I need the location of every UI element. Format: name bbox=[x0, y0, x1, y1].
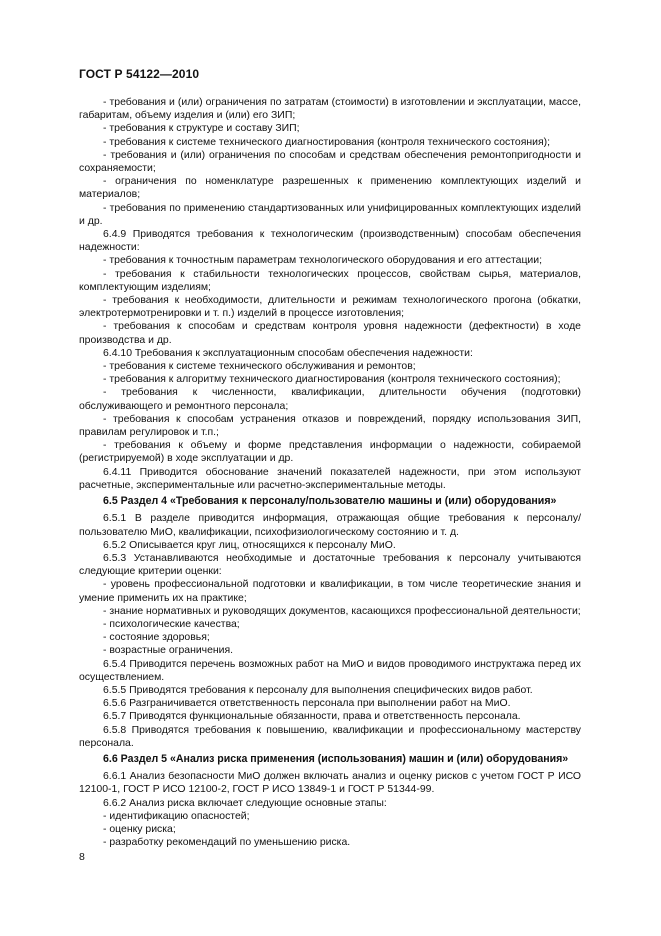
paragraph: - требования к системе технического диагностирования (контроля технического состояния); bbox=[103, 136, 551, 148]
paragraph: 6.5.3 Устанавливаются необходимые и достаточные требования к персоналу учитываются следующие критерии оценки: bbox=[79, 552, 581, 578]
paragraph: - требования по применению стандартизованных или унифицированных комплектующих изделий и др. bbox=[79, 202, 581, 227]
paragraph: 6.5.1 В разделе приводится информация, отражающая общие требования к персоналу/пользователю МиО, квалификации, психофизиологическому состоянию и т. д. bbox=[79, 513, 581, 538]
paragraph: 6.4.10 Требования к эксплуатационным способам обеспечения надежности: bbox=[103, 347, 473, 359]
paragraph: - требования и (или) ограничения по способам и средствам обеспечения ремонтопригодности и сохраняемости; bbox=[79, 149, 581, 175]
paragraph: 6.6.2 Анализ риска включает следующие основные этапы: bbox=[103, 797, 387, 809]
paragraph: - требования к стабильности технологических процессов, свойствам сырья, материалов, комплектующим изделиям; bbox=[79, 268, 581, 293]
paragraph: - состояние здоровья; bbox=[103, 632, 210, 644]
paragraph: 6.4.11 Приводится обоснование значений показателей надежности, при этом используют расчетные, экспериментальные или расчетно-экспериментальные методы. bbox=[79, 466, 581, 491]
paragraph: - требования к численности, квалификации, длительности обучения (подготовки) обслуживающего и ремонтного персонала; bbox=[79, 387, 581, 412]
paragraph: - знание нормативных и руководящих документов, касающихся профессиональной деятельности; bbox=[103, 605, 581, 617]
paragraph: 6.5.5 Приводятся требования к персоналу для выполнения специфических видов работ. bbox=[103, 684, 533, 696]
document-body bbox=[79, 96, 581, 849]
paragraph: - ограничения по номенклатуре разрешенных к применению комплектующих изделий и материалов; bbox=[79, 176, 581, 201]
paragraph: 6.5.2 Описывается круг лиц, относящихся к персоналу МиО. bbox=[103, 539, 396, 551]
paragraph: - оценку риска; bbox=[103, 823, 176, 835]
paragraph: 6.5.8 Приводятся требования к повышению, квалификации и профессиональному мастерству персонала. bbox=[79, 724, 581, 749]
paragraph: 6.4.9 Приводятся требования к технологическим (производственным) способам обеспечения надежности: bbox=[79, 229, 581, 254]
paragraph: - требования и (или) ограничения по затратам (стоимости) в изготовлении и эксплуатации, массе, габаритам, объему изделия и (или) его ЗИП; bbox=[79, 97, 581, 122]
paragraph: - разработку рекомендаций по уменьшению риска. bbox=[103, 837, 351, 849]
paragraph: 6.5.4 Приводится перечень возможных работ на МиО и видов проводимого инструктажа перед их осуществлением. bbox=[79, 658, 581, 683]
paragraph: - требования к структуре и составу ЗИП; bbox=[103, 123, 300, 135]
paragraph: - требования к системе технического обслуживания и ремонтов; bbox=[103, 361, 416, 373]
paragraph: 6.5.7 Приводятся функциональные обязанности, права и ответственность персонала. bbox=[103, 711, 521, 723]
paragraph: - психологические качества; bbox=[103, 618, 240, 630]
paragraph: - требования к точностным параметрам технологического оборудования и его аттестации; bbox=[103, 255, 542, 267]
section-heading-6-5: 6.5 Раздел 4 «Требования к персоналу/пользователю машины и (или) оборудования» bbox=[103, 495, 557, 508]
paragraph: - уровень профессиональной подготовки и квалификации, в том числе теоретические знания и умение применить их на практике; bbox=[79, 579, 581, 604]
page-number: 8 bbox=[79, 851, 85, 863]
paragraph: - требования к необходимости, длительности и режимам технологического прогона (обкатки, электротермотренировки и т. п.) изделий в процессе изготовления; bbox=[79, 295, 581, 320]
section-heading-6-6: 6.6 Раздел 5 «Анализ риска применения (использования) машин и (или) оборудования» bbox=[103, 752, 569, 765]
document-header: ГОСТ Р 54122—2010 bbox=[79, 67, 200, 81]
paragraph: - требования к способам устранения отказов и повреждений, порядку использования ЗИП, правилам регулировок и т.п.; bbox=[79, 413, 581, 439]
paragraph: - возрастные ограничения. bbox=[103, 645, 234, 657]
paragraph: 6.5.6 Разграничивается ответственность персонала при выполнении работ на МиО. bbox=[103, 698, 511, 710]
paragraph: - идентификацию опасностей; bbox=[103, 810, 250, 822]
paragraph: - требования к алгоритму технического диагностирования (контроля технического состояния); bbox=[103, 374, 561, 386]
paragraph: - требования к способам и средствам контроля уровня надежности (дефектности) в ходе производства и др. bbox=[79, 321, 581, 346]
paragraph: - требования к объему и форме представления информации о надежности, собираемой (регистрируемой) в ходе эксплуатации и др. bbox=[79, 440, 581, 465]
paragraph: 6.6.1 Анализ безопасности МиО должен включать анализ и оценку рисков с учетом ГОСТ Р ИСО 12100-1, ГОСТ Р ИСО 12100-2, ГОСТ Р ИСО 13849-1 и ГОСТ Р 51344-99. bbox=[79, 771, 581, 796]
